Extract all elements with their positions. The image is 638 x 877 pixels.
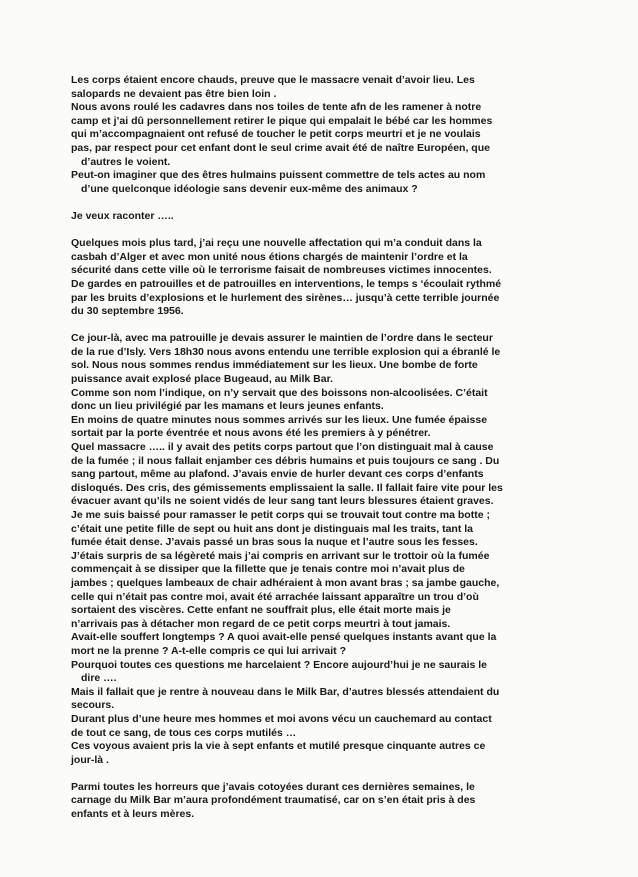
text-line: jour-là . [71, 753, 109, 766]
document-body [71, 74, 571, 822]
text-line: En moins de quatre minutes nous sommes arrivés sur les lieux. Une fumée épaisse [71, 413, 488, 426]
text-line: pas, par respect pour cet enfant dont le seul crime avait été de naître Européen, que [71, 141, 490, 154]
text-line: Quel massacre ….. il y avait des petits corps partout que l’on distinguait mal à cause [71, 441, 494, 454]
text-line: disloqués. Des cris, des gémissements emplissaient la salle. Il fallait faire vite pour les [71, 481, 503, 494]
text-line: de la rue d’Isly. Vers 18h30 nous avons entendu une terrible explosion qui a ébranlé le [71, 345, 501, 358]
text-line: dire …. [81, 672, 117, 685]
text-line: du 30 septembre 1956. [71, 305, 184, 318]
text-line: Je me suis baissé pour ramasser le petit corps qui se trouvait tout contre ma botte ; [71, 509, 490, 521]
text-line: camp et j’ai dû personnellement retirer le pique qui empalait le bébé car les hommes [71, 114, 493, 127]
text-line: sortaient des viscères. Cette enfant ne souffrait plus, elle était morte mais je [71, 604, 451, 617]
text-line: Les corps étaient encore chauds, preuve que le massacre venait d’avoir lieu. Les [71, 74, 475, 86]
text-line: sol. Nous nous sommes rendus immédiatement sur les lieux. Une bombe de forte [71, 359, 478, 372]
text-line: Ces voyous avaient pris la vie à sept enfants et mutilé presque cinquante autres ce [71, 740, 486, 753]
text-line: Avait-elle souffert longtemps ? A quoi avait-elle pensé quelques instants avant que la [71, 631, 497, 644]
paragraph-gap [71, 196, 571, 210]
text-line: Ce jour-là, avec ma patrouille je devais assurer le maintien de l’ordre dans le secteur [71, 332, 493, 345]
text-line: commençait à se dissiper que la fillette que je tenais contre moi n’avait plus de [71, 563, 465, 576]
text-line: n’arrivais pas à détacher mon regard de ce petit corps meurtri à tout jamais. [71, 617, 451, 630]
paragraph-gap [71, 767, 571, 781]
paragraph-gap [71, 319, 571, 333]
text-line: carnage du Milk Bar m’aura profondément traumatisé, car on s’en était pris à des [71, 794, 476, 807]
text-line: Peut-on imaginer que des êtres hulmains puissent commettre de tels actes au nom [71, 169, 486, 182]
text-line: fumée était dense. J’avais passé un bras sous la nuque et l’autre sous les fesses. [71, 536, 478, 549]
text-line: Comme son nom l’indique, on n’y servait que des boissons non-alcoolisées. C’était [71, 386, 488, 399]
text-line: jambes ; quelques lambeaux de chair adhéraient à mon avant bras ; sa jambe gauche, [71, 576, 500, 589]
text-line: celle qui n’était pas contre moi, avait été arrachée laissant apparaître un trou d’où [71, 590, 479, 603]
text-line: d’autres le voient. [81, 155, 171, 168]
text-line: sortait par la porte éventrée et nous avons été les premiers à y pénétrer. [71, 427, 431, 440]
text-line: Parmi toutes les horreurs que j’avais cotoyées durant ces dernières semaines, le [71, 780, 475, 793]
text-line: Durant plus d’une heure mes hommes et moi avons vécu un cauchemard au contact [71, 712, 492, 725]
text-line: qui m’accompagnaient ont refusé de toucher le petit corps meurtri et je ne voulais [71, 128, 481, 141]
text-line: secours. [71, 699, 115, 712]
paragraph-gap [71, 224, 571, 238]
text-line: de tout ce sang, de tous ces corps mutilés … [71, 726, 297, 739]
text-line: Je veux raconter ….. [71, 209, 174, 222]
text-line: De gardes en patrouilles et de patrouilles en interventions, le temps s ‘écoulait rythmé [71, 277, 502, 290]
text-line: Mais il fallait que je rentre à nouveau dans le Milk Bar, d’autres blessés attendaient du [71, 685, 500, 698]
text-line: donc un lieu privilégié par les mamans et leurs jeunes enfants. [71, 400, 384, 413]
text-line: Pourquoi toutes ces questions me harcelaient ? Encore aujourd’hui je ne saurais le [71, 658, 488, 671]
text-line: J’étais surpris de sa légèreté mais j’ai compris en arrivant sur le trottoir où la fumée [71, 549, 490, 562]
text-line: d’une quelconque idéologie sans devenir eux-même des animaux ? [81, 182, 418, 195]
text-line: par les bruits d’explosions et le hurlement des sirènes… jusqu’à cette terrible journée [71, 291, 500, 304]
text-line: sécurité dans cette ville où le terrorisme faisait de nombreuses victimes innocentes. [71, 264, 492, 277]
text-line: c’était une petite fille de sept ou huit ans dont je distinguais mal les traits, tant la [71, 522, 473, 535]
text-line: Nous avons roulé les cadavres dans nos toiles de tente afn de les ramener à notre [71, 101, 482, 114]
text-line: casbah d’Alger et avec mon unité nous étions chargés de maintenir l’ordre et la [71, 250, 468, 263]
text-line: de la fumée ; il nous fallait enjamber ces débris humains et puis toujours ce sang . Du [71, 454, 500, 467]
text-line: Quelques mois plus tard, j’ai reçu une nouvelle affectation qui m’a conduit dans la [71, 237, 482, 250]
text-line: puissance avait explosé place Bugeaud, au Milk Bar. [71, 373, 334, 386]
text-line: mort ne la prenne ? A-t-elle compris ce qui lui arrivait ? [71, 644, 347, 657]
text-line: enfants et à leurs mères. [71, 808, 195, 821]
text-line: évacuer avant qu’ils ne soient vidés de leur sang tant leurs blessures étaient graves. [71, 495, 494, 508]
text-line: salopards ne devaient pas être bien loin . [71, 87, 277, 100]
text-line: sang partout, même au plafond. J’avais envie de hurler devant ces corps d’enfants [71, 468, 484, 481]
